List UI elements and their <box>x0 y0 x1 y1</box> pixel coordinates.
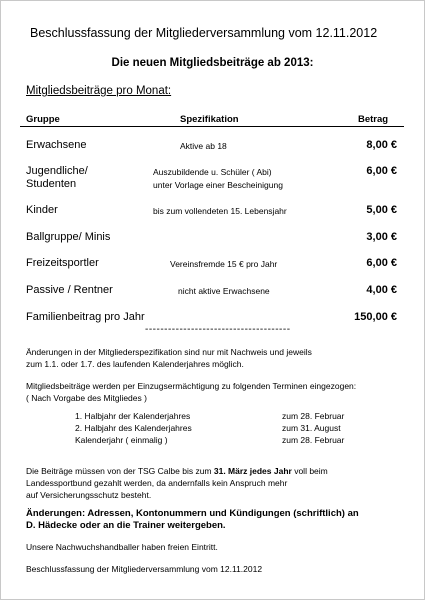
row-spec: bis zum vollendeten 15. Lebensjahr <box>153 206 287 216</box>
row-spec: Vereinsfremde 15 € pro Jahr <box>170 259 278 269</box>
column-header-amount: Betrag <box>358 114 389 125</box>
deadline-line3: auf Versicherungsschutz besteht. <box>26 490 152 500</box>
deadline-date: 31. März jedes Jahr <box>213 466 292 476</box>
note-changes-line1: Änderungen in der Mitgliederspezifikation sind nur mit Nachweis und jeweils <box>26 347 312 357</box>
row-group: Familienbeitrag pro Jahr <box>26 311 145 323</box>
row-amount: 6,00 € <box>366 257 397 269</box>
column-header-group: Gruppe <box>26 114 60 125</box>
row-group: Erwachsene <box>26 139 87 151</box>
schedule-date: zum 31. August <box>282 423 341 433</box>
row-spec: Aktive ab 18 <box>180 141 227 151</box>
row-amount: 4,00 € <box>366 284 397 296</box>
table-separator: -------------------------------------- <box>145 324 291 335</box>
row-spec: Auszubildende u. Schüler ( Abi) <box>153 167 272 177</box>
row-group-line2: Studenten <box>26 178 77 190</box>
deadline-line2: Landessportbund gezahlt werden, da andernfalls kein Anspruch mehr <box>26 478 288 488</box>
row-spec: nicht aktive Erwachsene <box>178 286 270 296</box>
row-amount: 5,00 € <box>366 204 397 216</box>
changes-notice-line1: Änderungen: Adressen, Kontonummern und Kündigungen (schriftlich) an <box>26 508 359 519</box>
row-amount: 6,00 € <box>366 165 397 177</box>
row-amount: 8,00 € <box>366 139 397 151</box>
row-spec-line2: unter Vorlage einer Bescheinigung <box>153 180 283 190</box>
note-changes-line2: zum 1.1. oder 1.7. des laufenden Kalenderjahres möglich. <box>26 359 244 369</box>
column-header-spec: Spezifikation <box>180 114 239 125</box>
row-group: Kinder <box>26 204 58 216</box>
document-footer: Beschlussfassung der Mitgliederversammlung vom 12.11.2012 <box>26 564 263 574</box>
free-entry-note: Unsere Nachwuchshandballer haben freien Eintritt. <box>26 542 218 552</box>
section-heading: Mitgliedsbeiträge pro Monat: <box>26 85 172 97</box>
row-amount: 3,00 € <box>366 231 397 243</box>
deadline-prefix: Die Beiträge müssen von der TSG Calbe bis zum <box>26 466 214 476</box>
document-subtitle: Die neuen Mitgliedsbeiträge ab 2013: <box>111 57 314 69</box>
payment-line2: ( Nach Vorgabe des Mitgliedes ) <box>26 393 147 403</box>
row-group: Ballgruppe/ Minis <box>26 231 111 243</box>
schedule-date: zum 28. Februar <box>282 411 345 421</box>
row-group: Jugendliche/ <box>26 165 88 177</box>
row-amount: 150,00 € <box>354 311 397 323</box>
document-title: Beschlussfassung der Mitgliederversammlung vom 12.11.2012 <box>30 26 378 40</box>
schedule-date: zum 28. Februar <box>282 435 345 445</box>
table-header-rule <box>20 126 404 127</box>
payment-line1: Mitgliedsbeiträge werden per Einzugsermächtigung zu folgenden Terminen eingezogen: <box>26 381 357 391</box>
deadline-suffix: voll beim <box>291 466 328 476</box>
schedule-label: 1. Halbjahr der Kalenderjahres <box>75 411 191 421</box>
deadline-line1 <box>26 465 401 477</box>
row-group: Passive / Rentner <box>26 284 113 296</box>
changes-notice-line2: D. Hädecke oder an die Trainer weitergeben. <box>26 520 226 531</box>
schedule-label: Kalenderjahr ( einmalig ) <box>75 435 168 445</box>
row-group: Freizeitsportler <box>26 257 99 269</box>
schedule-label: 2. Halbjahr des Kalenderjahres <box>75 423 192 433</box>
